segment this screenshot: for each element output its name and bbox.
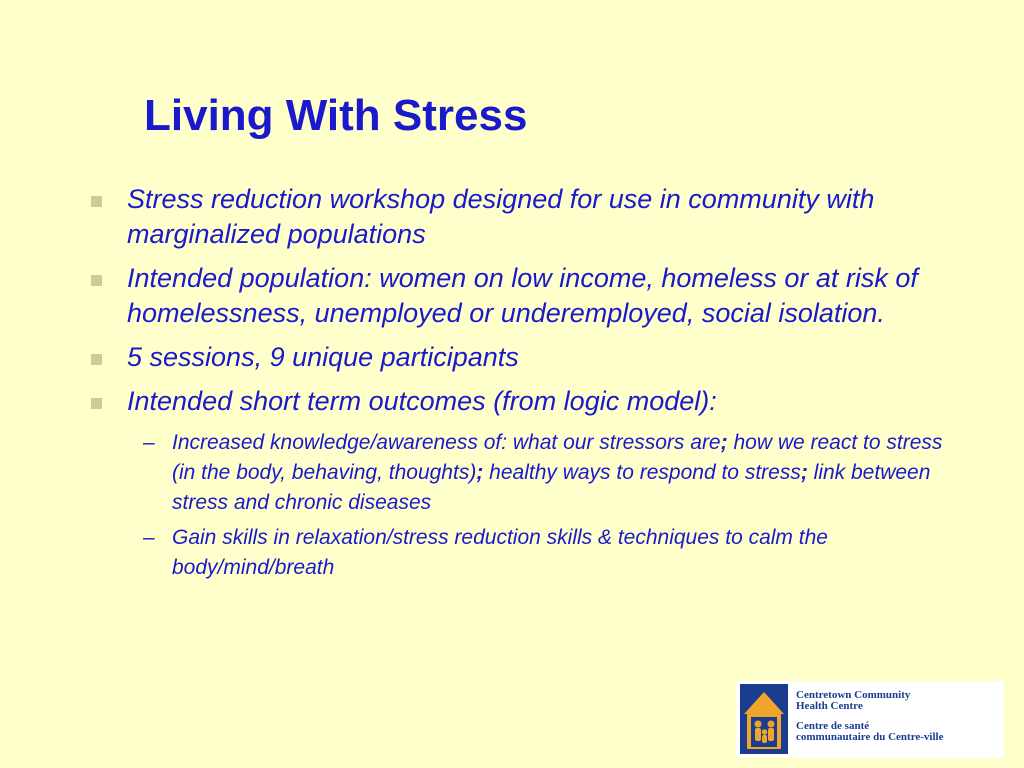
square-bullet-icon bbox=[91, 196, 102, 207]
bullet-item bbox=[88, 340, 948, 375]
logo-line: communautaire du Centre-ville bbox=[796, 731, 944, 743]
dash-bullet-icon: – bbox=[143, 526, 155, 549]
bullet-text: Intended population: women on low income, homeless or at risk of homelessness, unemployed or underemployed, social isolation. bbox=[127, 263, 918, 328]
semicolon-separator: ; bbox=[476, 461, 484, 484]
bullet-text: 5 sessions, 9 unique participants bbox=[127, 342, 519, 372]
semicolon-separator: ; bbox=[800, 461, 808, 484]
logo-wordmark bbox=[796, 690, 943, 743]
bullet-list bbox=[88, 182, 948, 588]
sub-bullet-text: Gain skills in relaxation/stress reduction skills & techniques to calm the body/mind/breath bbox=[172, 526, 828, 579]
sub-bullet-list bbox=[88, 428, 948, 583]
logo-line: Centre de santé bbox=[796, 720, 870, 732]
slide-title: Living With Stress bbox=[144, 91, 528, 140]
sub-bullet-text-part: healthy ways to respond to stress bbox=[483, 461, 801, 484]
logo-line: Centretown Community bbox=[796, 689, 911, 701]
square-bullet-icon bbox=[91, 275, 102, 286]
dash-bullet-icon: – bbox=[143, 431, 155, 454]
sub-bullet-text-part: link between stress and chronic diseases bbox=[172, 461, 931, 514]
bullet-item bbox=[88, 384, 948, 419]
semicolon-separator: ; bbox=[720, 431, 728, 454]
logo-line: Health Centre bbox=[796, 700, 863, 712]
sub-bullet-item bbox=[88, 523, 948, 583]
sub-bullet-text-part: how we react to stress (in the body, behaving, thoughts) bbox=[172, 431, 943, 484]
sub-bullet-text-part: Increased knowledge/awareness of: what our stressors are bbox=[172, 431, 721, 454]
sub-bullet-item bbox=[88, 428, 948, 518]
bullet-item bbox=[88, 182, 948, 252]
organization-logo bbox=[736, 681, 1004, 758]
square-bullet-icon bbox=[91, 354, 102, 365]
house-family-logo-icon bbox=[740, 684, 788, 754]
bullet-text: Stress reduction workshop designed for use in community with marginalized populations bbox=[127, 184, 875, 249]
bullet-item bbox=[88, 261, 948, 331]
square-bullet-icon bbox=[91, 398, 102, 409]
bullet-text: Intended short term outcomes (from logic model): bbox=[127, 386, 717, 416]
